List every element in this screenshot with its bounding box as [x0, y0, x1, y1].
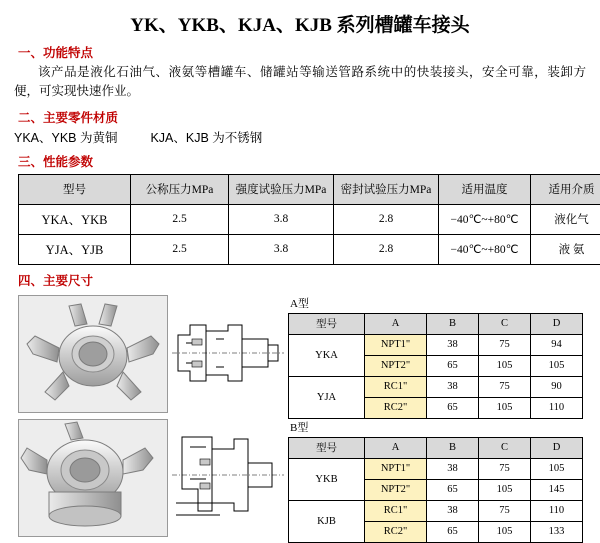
dim-model-cell: KJB: [289, 500, 365, 542]
spec-cell: 2.5: [131, 234, 229, 264]
section-heading-dimensions: 四、主要尺寸: [18, 271, 600, 289]
product-photo-a: [18, 295, 168, 413]
table-row: [289, 376, 583, 397]
dim-cell: 75: [479, 334, 531, 355]
dim-model-cell: YKA: [289, 334, 365, 376]
dim-cell: 145: [531, 479, 583, 500]
spec-header-cell: 公称压力MPa: [131, 174, 229, 204]
dim-cell: 90: [531, 376, 583, 397]
dim-cell: 75: [479, 458, 531, 479]
dimension-table-b: [288, 437, 583, 543]
section-heading-material: 二、主要零件材质: [18, 108, 600, 126]
material-text-b: KJA、KJB 为不锈钢: [150, 131, 262, 145]
dim-cell: 105: [479, 521, 531, 542]
drawing-a-graphic: [172, 295, 284, 411]
dim-header-cell: C: [479, 437, 531, 458]
figure-label-b: B型: [290, 419, 583, 435]
dim-cell: 38: [427, 376, 479, 397]
spec-cell: −40℃~+80℃: [439, 234, 531, 264]
table-row: [19, 234, 600, 264]
dim-header-cell: B: [427, 437, 479, 458]
dim-cell: 38: [427, 334, 479, 355]
spec-cell: 2.8: [334, 234, 439, 264]
dim-cell: 105: [479, 397, 531, 418]
material-line: [14, 128, 600, 146]
section-heading-features: 一、功能特点: [18, 43, 600, 61]
dim-header-cell: A: [365, 313, 427, 334]
dim-model-cell: YJA: [289, 376, 365, 418]
table-header-row: [289, 313, 583, 334]
dim-cell: 110: [531, 397, 583, 418]
spec-header-cell: 适用温度: [439, 174, 531, 204]
dim-cell: 65: [427, 479, 479, 500]
dim-cell: 38: [427, 500, 479, 521]
dim-cell: RC2": [365, 397, 427, 418]
dim-cell: 65: [427, 355, 479, 376]
dim-cell: NPT2": [365, 355, 427, 376]
table-row: [19, 204, 600, 234]
dim-header-cell: D: [531, 313, 583, 334]
dim-cell: RC1": [365, 500, 427, 521]
spec-cell: YJA、YJB: [19, 234, 131, 264]
dim-cell: 105: [479, 355, 531, 376]
dim-cell: 133: [531, 521, 583, 542]
table-row: [289, 458, 583, 479]
dim-cell: RC2": [365, 521, 427, 542]
drawing-b-graphic: [172, 419, 284, 535]
spec-cell: 液化气: [531, 204, 600, 234]
product-photo-b: [18, 419, 168, 537]
dim-model-cell: YKB: [289, 458, 365, 500]
technical-drawing-b: [172, 419, 284, 535]
dim-cell: 105: [479, 479, 531, 500]
figure-row-b: [0, 419, 600, 537]
table-header-row: [19, 174, 600, 204]
dim-cell: 105: [531, 355, 583, 376]
dim-cell: NPT2": [365, 479, 427, 500]
dim-header-cell: D: [531, 437, 583, 458]
dim-header-cell: B: [427, 313, 479, 334]
dim-cell: 110: [531, 500, 583, 521]
page-title: YK、YKB、KJA、KJB 系列槽罐车接头: [0, 0, 600, 37]
spec-cell: −40℃~+80℃: [439, 204, 531, 234]
dim-header-cell: 型号: [289, 437, 365, 458]
spec-header-cell: 密封试验压力MPa: [334, 174, 439, 204]
dim-cell: 38: [427, 458, 479, 479]
table-header-row: [289, 437, 583, 458]
table-row: [289, 500, 583, 521]
dimension-tables-a: [288, 295, 583, 419]
photo-a-graphic: [19, 296, 167, 412]
spec-header-cell: 强度试验压力MPa: [229, 174, 334, 204]
spec-header-cell: 适用介质: [531, 174, 600, 204]
dim-cell: NPT1": [365, 458, 427, 479]
spec-cell: 液 氨: [531, 234, 600, 264]
technical-drawing-a: [172, 295, 284, 411]
spec-cell: 3.8: [229, 234, 334, 264]
spec-cell: YKA、YKB: [19, 204, 131, 234]
dim-cell: 65: [427, 397, 479, 418]
dimension-tables-b: [288, 419, 583, 543]
spec-cell: 3.8: [229, 204, 334, 234]
dim-header-cell: C: [479, 313, 531, 334]
dim-cell: 94: [531, 334, 583, 355]
figures-area: [0, 295, 600, 537]
dim-header-cell: 型号: [289, 313, 365, 334]
spec-cell: 2.5: [131, 204, 229, 234]
dim-cell: 75: [479, 376, 531, 397]
dim-cell: 105: [531, 458, 583, 479]
features-paragraph: 该产品是液化石油气、液氨等槽罐车、储罐站等输送管路系统中的快装接头，安全可靠，装卸方便，可实现快速作业。: [14, 63, 586, 102]
material-text-a: YKA、YKB 为黄铜: [14, 131, 118, 145]
photo-b-graphic: [19, 420, 167, 536]
figure-row-a: [0, 295, 600, 413]
spec-header-cell: 型号: [19, 174, 131, 204]
dim-cell: NPT1": [365, 334, 427, 355]
spec-cell: 2.8: [334, 204, 439, 234]
table-row: [289, 334, 583, 355]
dim-cell: RC1": [365, 376, 427, 397]
dim-header-cell: A: [365, 437, 427, 458]
dim-cell: 65: [427, 521, 479, 542]
performance-table: [18, 174, 600, 265]
dim-cell: 75: [479, 500, 531, 521]
section-heading-performance: 三、性能参数: [18, 152, 600, 170]
figure-label-a: A型: [290, 295, 583, 311]
dimension-table-a: [288, 313, 583, 419]
